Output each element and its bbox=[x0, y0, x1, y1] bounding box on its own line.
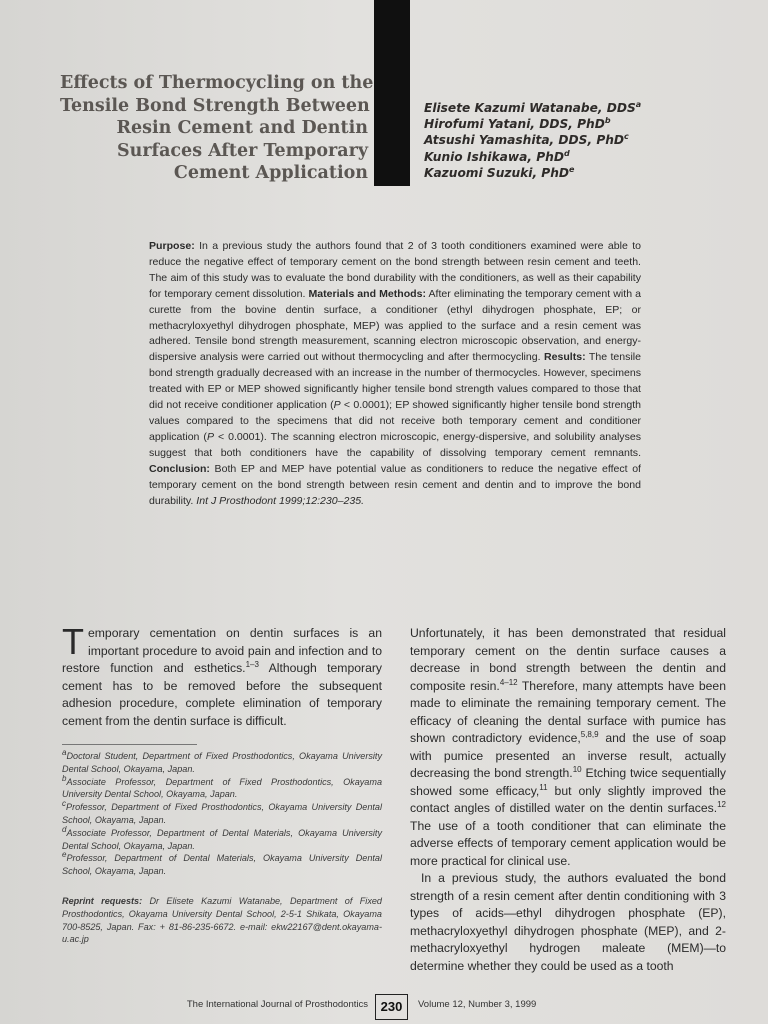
footnote bbox=[62, 801, 382, 827]
author-affiliation-mark: c bbox=[624, 132, 629, 142]
author bbox=[424, 132, 744, 148]
footnote bbox=[62, 852, 382, 878]
author-name: Hirofumi Yatani, DDS, PhD bbox=[424, 117, 605, 132]
body-paragraph bbox=[410, 625, 726, 870]
author bbox=[424, 116, 744, 132]
footnote-text: Professor, Department of Fixed Prosthodontics, Okayama University Dental School, Okayama, Japan. bbox=[62, 802, 382, 825]
footnote-divider bbox=[62, 744, 197, 745]
body-paragraph bbox=[410, 870, 726, 975]
author-affiliation-mark: b bbox=[604, 116, 611, 126]
reference-mark: 5,8,9 bbox=[580, 729, 599, 739]
footnote-mark: b bbox=[62, 773, 67, 783]
body-text: The use of a tooth conditioner that can eliminate the adverse effects of temporary cement application would be more practical for clinical use. bbox=[410, 818, 726, 868]
author-list bbox=[424, 100, 744, 181]
author bbox=[424, 165, 744, 181]
abstract-citation: Int J Prosthodont 1999;12:230–235. bbox=[196, 494, 365, 507]
abstract-results-label: Results: bbox=[544, 351, 586, 364]
reference-mark: 4–12 bbox=[499, 677, 518, 687]
footnote-text: Associate Professor, Department of Dental Materials, Okayama University Dental School, Okayama, Japan. bbox=[62, 827, 382, 851]
footnote bbox=[62, 747, 382, 776]
footnote-text: Doctoral Student, Department of Fixed Prosthodontics, Okayama University Dental School, Okayama, Japan. bbox=[62, 751, 382, 774]
reference-mark: 11 bbox=[539, 782, 548, 792]
page-number: 230 bbox=[375, 994, 408, 1020]
abstract-purpose: In a previous study the authors found that 2 of 3 tooth conditioners examined were able to reduce the negative effect of temporary cement on the bond strength between resin cement and teeth. The aim of this study was to evaluate the bond durability with the conditioners, as well as their capability for temporary cement dissolution. bbox=[149, 240, 641, 300]
title-line: Cement Application bbox=[173, 163, 368, 183]
abstract-methods: After eliminating the temporary cement with a curette from the bovine dentin surface, a conditioner (ethyl dihydrogen phosphate, EP; or methacryloxyethyl dihydrogen phosphate, MEP) was applied to the surface and a resin cement was adhered. Tensile bond strength measurement, scanning electron microscopic observation, and energy-dispersive analysis were carried out without thermocycling and after thermocycling. bbox=[149, 287, 642, 364]
affiliation-footnotes bbox=[62, 747, 382, 878]
author-name: Elisete Kazumi Watanabe, DDS bbox=[424, 101, 636, 115]
title-line: Resin Cement and Dentin bbox=[116, 118, 368, 138]
body-text: Etching twice sequentially showed some efficacy, bbox=[410, 766, 726, 798]
abstract-results: < 0.0001); EP showed significantly higher tensile bond strength values compared to the specimens that did not receive both temporary cement and conditioner application ( bbox=[149, 399, 641, 443]
reference-mark: 12 bbox=[717, 799, 726, 809]
body-text: Unfortunately, it has been demonstrated that residual temporary cement on the dentin surface causes a decrease in bond strength between the dentin and composite resin. bbox=[410, 626, 726, 693]
footnote-mark: e bbox=[62, 850, 67, 860]
reprint-label: Reprint requests: bbox=[62, 896, 143, 906]
footnote-mark: c bbox=[62, 799, 66, 809]
abstract-purpose-label: Purpose: bbox=[149, 240, 195, 252]
footer-journal-name: The International Journal of Prosthodontics bbox=[186, 999, 368, 1010]
body-column-right bbox=[410, 625, 726, 975]
title-line: Effects of Thermocycling on the bbox=[60, 73, 374, 93]
body-text: and the use of soap with pumice presented an inverse result, actually decreasing the bond strength. bbox=[410, 731, 726, 780]
author bbox=[424, 100, 744, 116]
reference-mark: 1–3 bbox=[245, 659, 259, 669]
header-black-bar bbox=[374, 0, 410, 186]
title-line: Surfaces After Temporary bbox=[116, 140, 368, 161]
footnote bbox=[62, 773, 382, 802]
author-affiliation-mark: a bbox=[635, 99, 642, 109]
p-value-symbol: P bbox=[206, 430, 214, 443]
footnote-text: Professor, Department of Dental Materials, Okayama University Dental School, Okayama, Japan. bbox=[62, 853, 382, 877]
footnote bbox=[62, 824, 382, 853]
reprint-text: Dr Elisete Kazumi Watanabe, Department of Fixed Prosthodontics, Okayama University Dental School, 2-5-1 Shikata, Okayama 700-8525, Japan. Fax: + 81-86-235-6672. e-mail: ekw22167@dent.okayama-u.ac.jp bbox=[62, 896, 382, 945]
body-column-left bbox=[62, 621, 382, 730]
author-name: Atsushi Yamashita, DDS, PhD bbox=[424, 133, 625, 148]
footnote-mark: d bbox=[62, 824, 67, 834]
p-value-symbol: P bbox=[333, 399, 341, 412]
body-text: In a previous study, the authors evaluated the bond strength of a resin cement after dentin conditioning with 3 types of acids—ethyl dihydrogen phosphate (EP), methacryloxyethyl dihydrogen phosphate (MEP), and 2-methacryloxyethyl hydrogen maleate (MEM)—to determine whether they could be used as a tooth bbox=[410, 871, 726, 973]
drop-cap: T bbox=[62, 621, 84, 662]
body-text: but only slightly improved the contact angles of distilled water on the dentin surfaces. bbox=[410, 783, 726, 815]
abstract-results: The tensile bond strength gradually decreased with an increase in the number of thermocycles. However, specimens treated with EP or MEP showed significantly higher tensile bond strength values compared to those that did not receive conditioner application ( bbox=[149, 351, 641, 412]
body-text: Although temporary cement has to be removed before the subsequent adhesion procedure, complete elimination of temporary cement from the dentin surface is difficult. bbox=[62, 661, 382, 728]
footnote-mark: a bbox=[62, 747, 67, 757]
reprint-requests bbox=[62, 895, 382, 946]
author-name: Kunio Ishikawa, PhD bbox=[424, 149, 564, 164]
abstract-methods-label: Materials and Methods: bbox=[308, 287, 426, 300]
author-affiliation-mark: e bbox=[569, 164, 575, 174]
author-name: Kazuomi Suzuki, PhD bbox=[424, 165, 570, 180]
article-title bbox=[60, 72, 374, 185]
footnote-text: Associate Professor, Department of Fixed Prosthodontics, Okayama University Dental School, Okayama, Japan. bbox=[62, 776, 382, 800]
body-text: Therefore, many attempts have been made to eliminate the remaining temporary cement. The efficacy of cleaning the dental surface with pumice has shown contradictory evidence, bbox=[410, 678, 726, 745]
abstract-conclusion-label: Conclusion: bbox=[149, 462, 210, 475]
author-affiliation-mark: d bbox=[563, 148, 570, 158]
abstract bbox=[149, 239, 641, 509]
reference-mark: 10 bbox=[572, 764, 582, 774]
abstract-results: < 0.0001). The scanning electron microscopic, energy-dispersive, and solubility analyses suggest that both conditioners have the capability of dissolving temporary cement remnants. bbox=[149, 430, 641, 459]
abstract-conclusion: Both EP and MEP have potential value as conditioners to reduce the negative effect of temporary cement on the bond strength between resin cement and dentin and to improve the bond durability. bbox=[149, 462, 641, 507]
footer-volume-info: Volume 12, Number 3, 1999 bbox=[418, 999, 537, 1010]
title-line: Tensile Bond Strength Between bbox=[60, 95, 370, 116]
body-text: emporary cementation on dentin surfaces is an important procedure to avoid pain and infection and to restore function and esthetics. bbox=[62, 626, 382, 675]
author bbox=[424, 149, 744, 165]
